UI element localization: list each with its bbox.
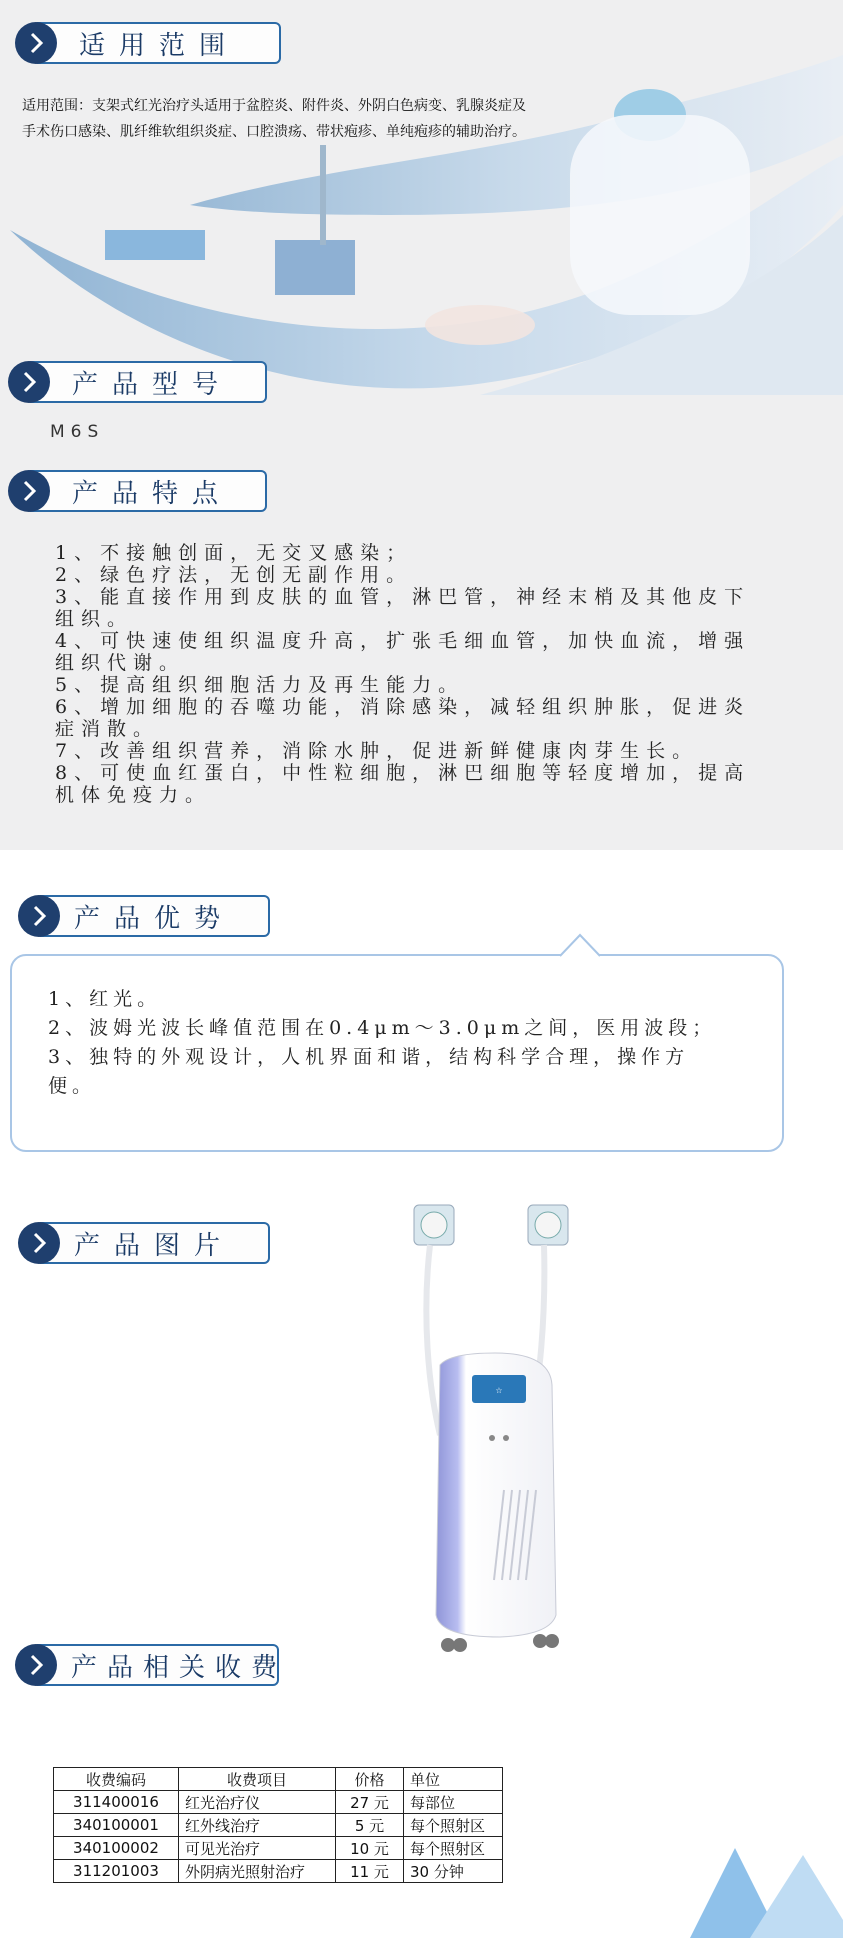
cell-item: 红外线治疗 bbox=[179, 1814, 336, 1837]
section-title: 产品特点 bbox=[72, 478, 233, 509]
table-row bbox=[54, 1837, 503, 1860]
feature-line: 症消散。 bbox=[55, 718, 160, 740]
feature-line: 7、改善组织营养，消除水肿，促进新鲜健康肉芽生长。 bbox=[55, 740, 699, 762]
chevron-right-icon bbox=[15, 1644, 57, 1686]
feature-line: 8、可使血红蛋白，中性粒细胞，淋巴细胞等轻度增加，提高 bbox=[55, 762, 751, 784]
table-header-row bbox=[54, 1768, 503, 1791]
cell-unit: 每个照射区 bbox=[404, 1814, 503, 1837]
col-header: 单位 bbox=[404, 1768, 503, 1791]
advantages-list bbox=[48, 985, 768, 1101]
cell-code: 340100002 bbox=[54, 1837, 179, 1860]
device-image bbox=[400, 1195, 580, 1675]
section-tab-features bbox=[8, 470, 232, 512]
cell-price: 5 元 bbox=[336, 1814, 404, 1837]
section-title: 适用范围 bbox=[79, 30, 240, 61]
cell-unit: 30 分钟 bbox=[404, 1860, 503, 1883]
scope-line-2: 手术伤口感染、肌纤维软组织炎症、口腔溃疡、带状疱疹、单纯疱疹的辅助治疗。 bbox=[22, 124, 526, 140]
table-row bbox=[54, 1814, 503, 1837]
section-title: 产品相关收费 bbox=[71, 1652, 288, 1683]
feature-line: 1、不接触创面，无交叉感染； bbox=[55, 542, 413, 564]
cell-unit: 每个照射区 bbox=[404, 1837, 503, 1860]
decorative-triangles bbox=[680, 1840, 843, 1938]
cell-price: 11 元 bbox=[336, 1860, 404, 1883]
chevron-right-icon bbox=[8, 361, 50, 403]
feature-line: 2、绿色疗法，无创无副作用。 bbox=[55, 564, 413, 586]
section-tab-model bbox=[8, 361, 232, 403]
table-row bbox=[54, 1860, 503, 1883]
feature-line: 5、提高组织细胞活力及再生能力。 bbox=[55, 674, 465, 696]
cell-code: 340100001 bbox=[54, 1814, 179, 1837]
cell-price: 10 元 bbox=[336, 1837, 404, 1860]
fee-table bbox=[53, 1767, 503, 1883]
feature-line: 组织代谢。 bbox=[55, 652, 186, 674]
cell-code: 311400016 bbox=[54, 1791, 179, 1814]
chevron-right-icon bbox=[8, 470, 50, 512]
feature-line: 机体免疫力。 bbox=[55, 784, 212, 806]
feature-line: 组织。 bbox=[55, 608, 134, 630]
scope-description bbox=[22, 93, 582, 145]
advantage-line: 便。 bbox=[48, 1075, 97, 1097]
section-title: 产品型号 bbox=[72, 369, 233, 400]
section-tab-picture bbox=[18, 1222, 234, 1264]
col-header: 收费编码 bbox=[54, 1768, 179, 1791]
section-tab-fees bbox=[15, 1644, 287, 1686]
chevron-right-icon bbox=[18, 1222, 60, 1264]
col-header: 收费项目 bbox=[179, 1768, 336, 1791]
feature-line: 4、可快速使组织温度升高，扩张毛细血管，加快血流，增强 bbox=[55, 630, 751, 652]
advantage-line: 3、独特的外观设计，人机界面和谐，结构科学合理，操作方 bbox=[48, 1046, 690, 1068]
chevron-right-icon bbox=[18, 895, 60, 937]
cell-unit: 每部位 bbox=[404, 1791, 503, 1814]
section-title: 产品优势 bbox=[74, 903, 235, 934]
section-tab-advantages bbox=[18, 895, 234, 937]
feature-line: 3、能直接作用到皮肤的血管，淋巴管，神经末梢及其他皮下 bbox=[55, 586, 751, 608]
box-pointer bbox=[560, 931, 600, 957]
chevron-right-icon bbox=[15, 22, 57, 64]
model-value: M6S bbox=[50, 422, 105, 442]
cell-item: 红光治疗仪 bbox=[179, 1791, 336, 1814]
cell-item: 可见光治疗 bbox=[179, 1837, 336, 1860]
scope-line-1: 适用范围：支架式红光治疗头适用于盆腔炎、附件炎、外阴白色病变、乳腺炎症及 bbox=[22, 98, 526, 114]
svg-text:☆: ☆ bbox=[495, 1386, 503, 1395]
col-header: 价格 bbox=[336, 1768, 404, 1791]
features-list bbox=[55, 542, 813, 806]
feature-line: 6、增加细胞的吞噬功能，消除感染，减轻组织肿胀，促进炎 bbox=[55, 696, 751, 718]
section-tab-scope bbox=[15, 22, 239, 64]
advantage-line: 1、红光。 bbox=[48, 988, 162, 1010]
cell-code: 311201003 bbox=[54, 1860, 179, 1883]
table-row bbox=[54, 1791, 503, 1814]
section-title: 产品图片 bbox=[74, 1230, 235, 1261]
cell-price: 27 元 bbox=[336, 1791, 404, 1814]
advantage-line: 2、波姆光波长峰值范围在0.4μm～3.0μm之间，医用波段； bbox=[48, 1017, 717, 1039]
cell-item: 外阴病光照射治疗 bbox=[179, 1860, 336, 1883]
